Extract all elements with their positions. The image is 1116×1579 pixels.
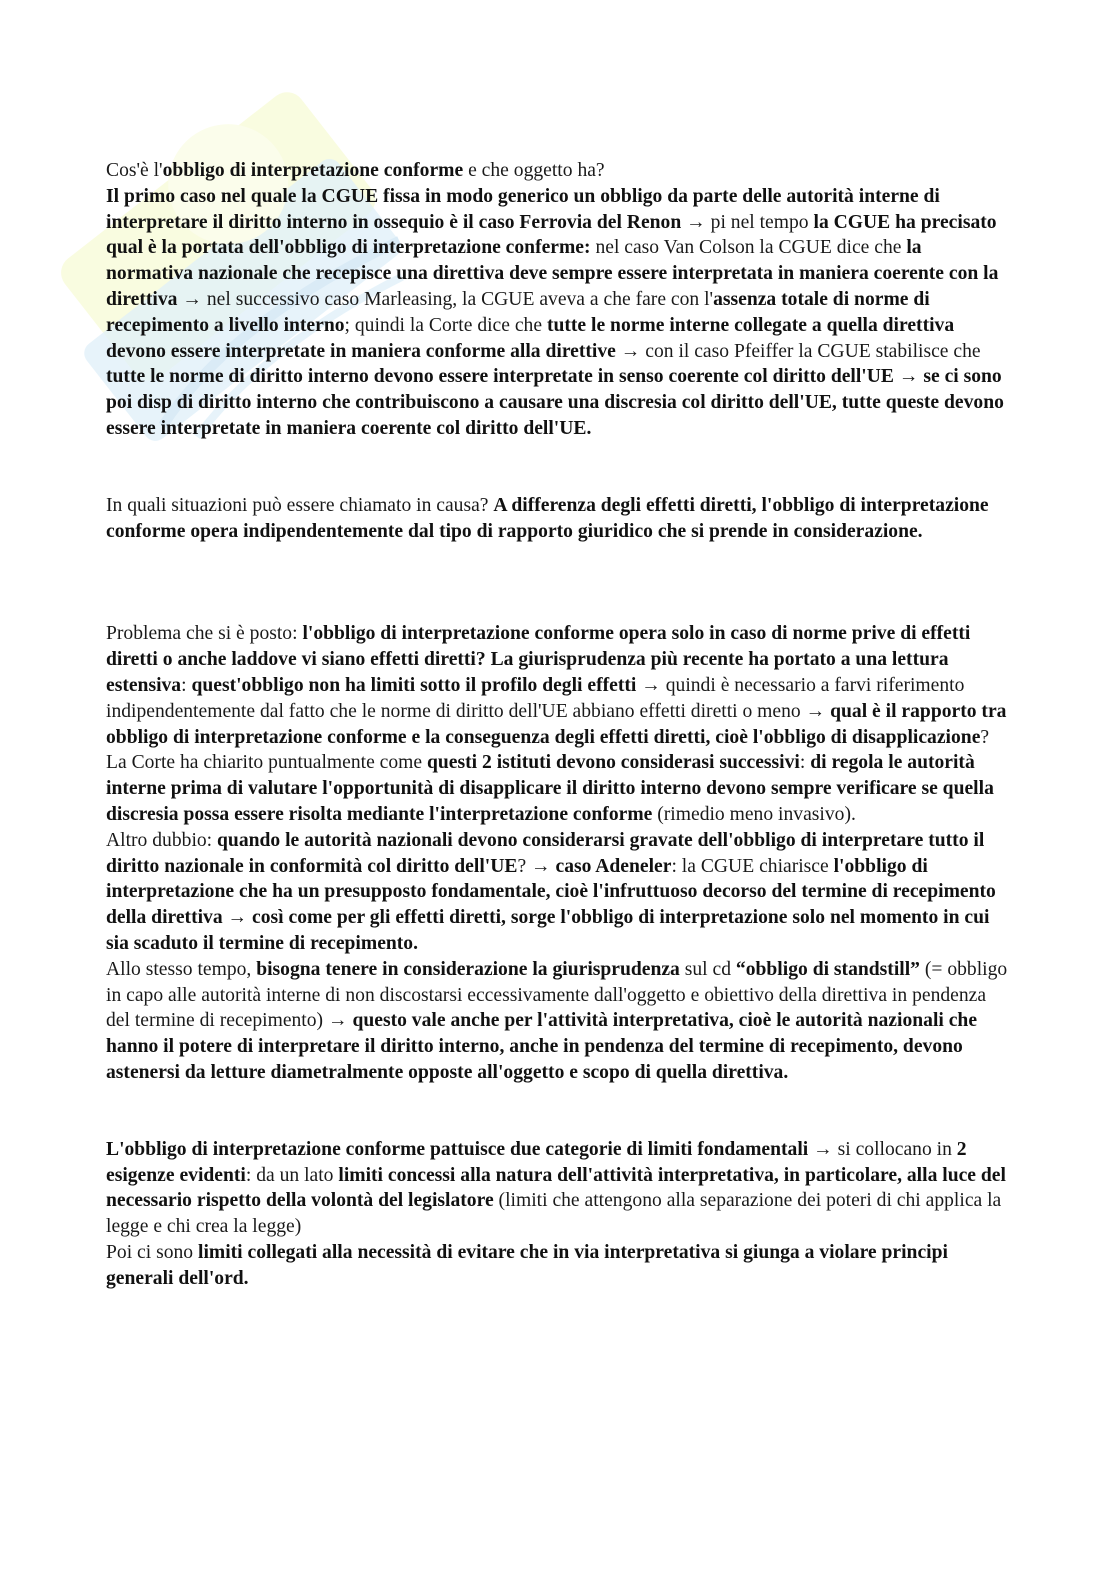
paragraph-gap xyxy=(106,1086,1010,1137)
paragraph-definizione xyxy=(106,158,1010,442)
bold-text: la CGUE ha precisato qual è la portata dell'obbligo di interpretazione conferme: xyxy=(106,211,997,259)
bold-text: limiti collegati alla necessità di evitare che in via interpretativa si giunga a violare principi generali dell'ord. xyxy=(106,1241,948,1289)
text-run: ? La Corte ha chiarito puntualmente come xyxy=(106,726,990,774)
text-run: → quindi è necessario a farvi riferimento indipendentemente dal fatto che le norme di diritto dell'UE abbiano effetti diretti o meno → xyxy=(106,674,965,722)
bold-text: Il primo caso nel quale la CGUE fissa in modo generico un obbligo da parte delle autorità interne di interpretare il diritto interno in ossequio è il caso Ferrovia del Renon xyxy=(106,185,940,233)
paragraph-problema xyxy=(106,621,1010,1085)
text-run: : xyxy=(181,674,192,696)
text-run: (rimedio meno invasivo). xyxy=(652,803,856,825)
bold-text: quando le autorità nazionali devono considerarsi gravate dell'obbligo di interpretare tutto il diritto nazionale in conformità col diritto dell'UE xyxy=(106,829,985,877)
bold-text: L'obbligo di interpretazione conforme pattuisce due categorie di limiti fondamentali xyxy=(106,1138,809,1160)
bold-text: caso Adeneler xyxy=(555,855,672,877)
bold-text: 2 esigenze evidenti xyxy=(106,1138,967,1186)
text-run: nel caso Van Colson la CGUE dice che xyxy=(590,237,907,259)
text-run: Poi ci sono xyxy=(106,1241,198,1263)
text-run: → nel successivo caso Marleasing, la CGUE aveva a che fare con l' xyxy=(177,288,714,310)
paragraph-limiti xyxy=(106,1137,1010,1292)
text-run: : xyxy=(799,752,811,774)
text-run: ; quindi la Corte dice che xyxy=(344,314,547,336)
paragraph-gap xyxy=(106,442,1010,493)
text-run: e che oggetto ha? xyxy=(463,160,605,181)
text-run: (= obbligo in capo alle autorità interne di non discostarsi eccessivamente dall'oggetto e obiettivo della direttiva in pendenza del termine di recepimento) → xyxy=(106,958,1008,1032)
text-run: In quali situazioni può essere chiamato in causa? xyxy=(106,494,494,516)
text-run: : la CGUE chiarisce xyxy=(671,855,834,877)
bold-text: obbligo di interpretazione conforme xyxy=(162,160,464,181)
bold-text: assenza totale di norme di recepimento a livello interno xyxy=(106,288,930,336)
text-run: Altro dubbio: xyxy=(106,829,218,851)
text-run: → pi nel tempo xyxy=(681,211,814,233)
bold-text: quest'obbligo non ha limiti sotto il profilo degli effetti xyxy=(191,674,637,696)
bold-text: “obbligo di standstill” xyxy=(735,958,920,980)
text-run: Cos'è l' xyxy=(106,160,163,181)
text-run: → si collocano in xyxy=(808,1138,957,1160)
bold-text: limiti concessi alla natura dell'attività interpretativa, in particolare, alla luce del necessario rispetto della volontà del legislatore xyxy=(106,1164,1006,1212)
text-run: → con il caso Pfeiffer la CGUE stabilisce che xyxy=(615,340,981,362)
text-run: : da un lato xyxy=(245,1164,339,1186)
bold-text: l'obbligo di interpretazione conforme opera solo in caso di norme prive di effetti diretti o anche laddove vi siano effetti diretti? La giurisprudenza più recente ha portato a una lettura estensiva xyxy=(106,623,971,696)
bold-text: questo vale anche per l'attività interpretativa, cioè le autorità nazionali che hanno il potere di interpretare il diritto interno, anche in pendenza del termine di recepimento, devono astenersi da letture diametralmente opposte all'oggetto e scopo di quella direttiva. xyxy=(106,1010,978,1083)
bold-text: la normativa nazionale che recepisce una direttiva deve sempre essere interpretata in maniera coerente con la direttiva xyxy=(106,237,999,310)
paragraph-gap xyxy=(106,544,1010,621)
bold-text: tutte le norme interne collegate a quella direttiva devono essere interpretate in maniera conforme alla direttive xyxy=(106,314,955,362)
bold-text: l'obbligo di interpretazione che ha un presupposto fondamentale, cioè l'infruttuoso decorso del termine di recepimento della direttiva → così come per gli effetti diretti, sorge l'obbligo di interpretazione solo nel momento in cui sia scaduto il termine di recepimento. xyxy=(106,855,996,954)
bold-text: di regola le autorità interne prima di valutare l'opportunità di disapplicare il diritto interno devono sempre verificare se quella discresia possa essere risolta mediante l'interpretazione conforme xyxy=(106,752,994,825)
document-body xyxy=(106,158,1010,1291)
bold-text: qual è il rapporto tra obbligo di interpretazione conforme e la conseguenza degli effetti diretti, cioè l'obbligo di disapplicazione xyxy=(106,700,1007,748)
paragraph-situazioni xyxy=(106,493,1010,545)
bold-text: A differenza degli effetti diretti, l'obbligo di interpretazione conforme opera indipendentemente dal tipo di rapporto giuridico che si prende in considerazione. xyxy=(106,494,989,542)
bold-text: tutte le norme di diritto interno devono essere interpretate in senso coerente col diritto dell'UE → se ci sono poi disp di diritto interno che contribuiscono a causare una discresia col diritto dell'UE, tutte queste devono essere interpretate in maniera coerente col diritto dell'UE. xyxy=(106,366,1004,439)
text-run: (limiti che attengono alla separazione dei poteri di chi applica la legge e chi crea la legge) xyxy=(106,1190,1002,1238)
text-run: ? → xyxy=(517,855,556,877)
text-run: Allo stesso tempo, xyxy=(106,958,257,980)
text-run: sul cd xyxy=(679,958,736,980)
bold-text: bisogna tenere in considerazione la giurisprudenza xyxy=(256,958,680,980)
bold-text: questi 2 istituti devono considerasi successivi xyxy=(427,752,800,774)
text-run: Problema che si è posto: xyxy=(106,623,303,645)
